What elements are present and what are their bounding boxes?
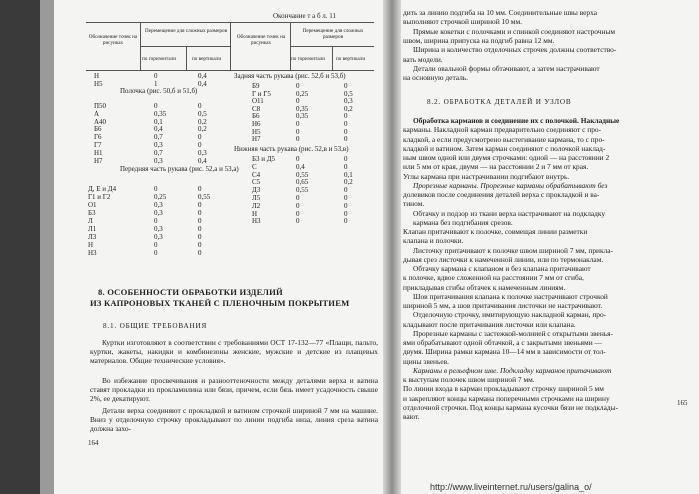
table-cell: 0	[344, 135, 348, 144]
table-cell: 0	[198, 141, 202, 149]
text-line: к полочке, вдвое сложенной на расстоянии 7 мм от сгиба,	[403, 273, 584, 283]
table-cell: 0,1	[344, 170, 353, 179]
page-number-right: 165	[677, 399, 688, 407]
table-cell: Н	[252, 209, 258, 218]
table-cell: 0	[198, 217, 202, 225]
text-line: По линии входа в карман прокладывают строчку шириной 5 мм	[403, 384, 604, 394]
text-line: Обтачку кармана с клапаном и без клапана притачивают	[413, 264, 591, 273]
watermark-url[interactable]: http://www.liveinternet.ru/users/galina_o/	[430, 482, 592, 492]
table-cell: С5	[252, 178, 261, 187]
table-cell: 0,55	[296, 170, 309, 179]
table-cell: Н7	[94, 156, 103, 165]
table-cell: Г7	[94, 141, 102, 149]
text-line: кладкой и ватином. Затем карман соединяют с полочкой наклад-	[403, 143, 606, 153]
text-line: Прорезные карманы с застежкой-молнией с открытыми звенья-	[413, 328, 614, 338]
text-line: шириной 5 мм, а шов притачивания листочки не настрачивают.	[403, 301, 603, 310]
table-cell: Н3	[252, 217, 261, 226]
table-cell: 0,3	[154, 225, 163, 233]
table-cell: С8	[252, 104, 261, 113]
table-cell: 0	[296, 135, 300, 144]
table-cell: 0	[344, 217, 348, 226]
table-caption: Окончание т а б л. 11	[273, 12, 337, 20]
table-cell: 0	[296, 82, 300, 90]
table-cell: 0	[198, 225, 202, 233]
header-vrule-5	[332, 46, 333, 70]
table-cell: 0	[344, 112, 348, 121]
table-cell: 0,3	[154, 201, 163, 209]
table-cell: 0,4	[296, 162, 305, 171]
table-cell: 0	[344, 194, 348, 202]
table-cell: 0,4	[198, 79, 207, 88]
table-cell: 0,4	[154, 125, 163, 134]
subsection-title-8-2: 8.2. ОБРАБОТКА ДЕТАЛЕЙ И УЗЛОВ	[427, 98, 572, 106]
table-cell: 0,7	[154, 133, 163, 142]
text-line: или 5 мм от края, двумя — на расстоянии 2 и 7 мм от края.	[403, 162, 589, 172]
col-header-horiz-left: по горизонтали	[142, 56, 177, 62]
text-line: Отделочную строчку, имитирующую накладной карман, про-	[413, 310, 607, 320]
chapter-title-line2: ИЗ КАПРОНОВЫХ ТКАНЕЙ С ПЛЕНОЧНЫМ ПОКРЫТИЕМ	[90, 298, 350, 308]
paragraph-1: Куртки изготовляют в соответствии с требованиями ОСТ 17-132—77 «Плащи, пальто, куртки, жакеты, накидки и комбинезоны женские, мужские и детские из плащевых материалов. Общие технические условия».	[90, 338, 378, 366]
section-zadnyaya: Задняя часть рукава (рис. 52,б и 53,б)	[234, 72, 346, 80]
table-cell: Г и Г5	[252, 89, 271, 98]
table-cell: Н	[94, 72, 100, 80]
book-fold	[383, 0, 401, 494]
table-cell: 0	[296, 209, 300, 218]
table-cell: 0	[344, 162, 348, 171]
text-line: кармана без подгибания срезов.	[413, 217, 513, 227]
paragraph-3: Детали верха соединяют с прокладкой и ватином строчкой шириной 7 мм на машине. Вниз у отделочную строчку прокладывают по линии подгиба низа, линия среза ватина должна захо-	[90, 406, 378, 434]
text-line: Клапан притачивают к полочке, совмещая линии разметки	[403, 227, 588, 236]
table-cell: 0,1	[154, 117, 163, 126]
table-cell: 0,3	[154, 209, 163, 217]
table-cell: 0,65	[296, 178, 309, 187]
header-bottom-rule	[86, 70, 374, 71]
text-line: двумя. Ширина рамки кармана 10—14 мм в зависимости от тол-	[403, 347, 606, 357]
text-line: Шов притачивания клапана к полочке настрачивают строчкой	[413, 291, 608, 301]
text-line: Прямые кокетки с полочками и спинкой соединяют настрочным	[413, 26, 616, 36]
table-cell: 0	[344, 186, 348, 195]
text-line: дывая срез листочки к намеченной линии, или по термонаклам.	[403, 254, 604, 264]
table-cell: Н7	[252, 135, 261, 144]
text-line: выполняют строчкой шириной 10 мм.	[403, 17, 522, 27]
text-line: вают.	[403, 412, 420, 421]
table-cell: Г6	[94, 133, 102, 142]
table-cell: 0,3	[344, 97, 353, 106]
table-cell: 0,25	[296, 89, 309, 98]
table-cell: Б3	[88, 209, 96, 217]
text-line: на основную деталь.	[403, 73, 469, 83]
table-cell: 0	[296, 217, 300, 226]
section-polochka: Полочка (рис. 50,б и 51,б)	[120, 87, 198, 95]
table-cell: 0	[154, 102, 158, 110]
table-cell: 0,55	[198, 193, 211, 201]
header-vrule-4	[290, 22, 291, 70]
text-line: Ширина и количество отделочных строчек должны соответство-	[413, 45, 617, 55]
text-line: Детали овальной формы обтачивают, а затем настрачивают	[413, 63, 600, 73]
text-line: Карманы в рельефном шве. Подкладку карманов притачивают	[413, 365, 612, 375]
table-cell: 0	[198, 185, 202, 193]
text-line: долевиков после соединения деталей верха с прокладкой и ва-	[403, 190, 600, 199]
text-line: клапана и полочки.	[403, 236, 464, 246]
text-line: вать модели.	[403, 54, 443, 64]
table-cell: Д, Е и Д4	[88, 185, 117, 193]
chapter-title-line1: 8. ОСОБЕННОСТИ ОБРАБОТКИ ИЗДЕЛИЙ	[98, 287, 283, 297]
col-header-vert-right: по вертикали	[336, 56, 366, 62]
header-mid-rule-left	[140, 46, 230, 47]
right-page	[403, 4, 695, 482]
table-cell: Л3	[88, 233, 97, 241]
col-header-move-left: Перемещение для сложных размеров	[144, 28, 228, 34]
table-cell: 0	[154, 241, 158, 249]
table-cell: 0,2	[344, 104, 353, 113]
text-line: Листочку притачивают к полочке швом шириной 7 мм, прикла-	[413, 245, 613, 255]
table-cell: 0	[344, 209, 348, 218]
text-line: кладкой, а если предусмотрено выстегивание кармана, то с про-	[403, 134, 605, 144]
table-cell: 0	[198, 209, 202, 217]
table-cell: Б3 и Д5	[252, 155, 276, 163]
table-cell: 0	[154, 249, 158, 257]
text-line: щины звеньев.	[403, 356, 450, 366]
text-line: и закрепляют концы кармана поперечными строчками на ширину	[403, 393, 610, 403]
table-cell: Н5	[252, 127, 261, 136]
text-line: тином.	[403, 199, 425, 209]
text-line: карманы. Накладной карман предварительно соединяют с про-	[403, 125, 602, 135]
table-cell: 0,35	[296, 112, 309, 121]
table-cell: 0,25	[154, 193, 167, 201]
table-cell: Н3	[88, 249, 97, 257]
table-cell: 0,3	[154, 156, 163, 165]
col-header-horiz-right: по горизонтали	[291, 56, 326, 62]
table-cell: 0,5	[198, 109, 207, 118]
paragraph-2: Во избежание просвечивания и разнооттеночности между деталями верха и ватина ставят прокладки из прокламилина или бязи, причем, если бязь имеет усадочность свыше 2%, ее декатируют.	[90, 376, 378, 404]
text-line: ями обрабатывают одной обтачкой, а с закрытыми звеньями —	[403, 338, 602, 347]
table-cell: 0	[344, 201, 348, 210]
table-cell: 0	[198, 249, 202, 257]
table-cell: 0	[344, 127, 348, 136]
text-line: Углы кармана при настрачивании подгибают внутрь.	[403, 171, 570, 181]
header-vrule-1	[140, 22, 141, 70]
table-cell: 0,4	[198, 156, 207, 165]
table-cell: С4	[252, 170, 261, 179]
text-line: Прорезные карманы. Прорезные карманы обрабатывают без	[413, 180, 608, 190]
table-cell: 0	[154, 185, 158, 193]
text-line: к выступам полочек швом шириной 7 мм.	[403, 375, 535, 384]
scan-edge-grey	[40, 0, 54, 494]
table-cell: 0	[154, 72, 158, 80]
table-cell: Л	[88, 217, 93, 225]
table-cell: Б9	[252, 82, 260, 90]
table-cell: 0	[154, 217, 158, 225]
table-cell: Б6	[252, 112, 260, 121]
table-cell: 0	[344, 82, 348, 90]
table-cell: О1	[88, 201, 97, 209]
col-header-points-left: Обозначение точек на рисунках	[88, 34, 138, 46]
table-cell: 0	[296, 127, 300, 136]
header-vrule-2	[186, 46, 187, 70]
table-cell: 0	[344, 155, 348, 163]
table-cell: Л5	[252, 194, 261, 202]
table-cell: 0,35	[296, 104, 309, 113]
table-cell: 0,3	[154, 141, 163, 149]
text-line: кладывают после притачивания листочки или клапана.	[403, 319, 576, 329]
col-header-vert-left: по вертикали	[192, 56, 222, 62]
col-header-move-right: Перемещение для сложных размеров	[302, 28, 364, 40]
page-number-left: 164	[88, 439, 99, 447]
scan-edge-dark	[0, 0, 40, 494]
table-cell: А40	[94, 117, 107, 126]
table-cell: 0,3	[198, 148, 207, 157]
text-line: Обтачку и подзор из ткани верха настрачивают на подкладку	[413, 208, 606, 218]
table-cell: Б6	[94, 125, 102, 134]
table-cell: 1	[154, 79, 158, 88]
table-cell: Н1	[94, 148, 103, 157]
table-cell: 0,2	[198, 117, 207, 126]
table-cell: С	[252, 162, 257, 171]
subsection-title-8-1: 8.1. ОБЩИЕ ТРЕБОВАНИЯ	[103, 322, 208, 330]
text-line: прикладывая сгибы обтачек к намеченным линиям.	[403, 282, 566, 292]
left-page	[58, 4, 380, 482]
table-cell: 0	[296, 201, 300, 210]
table-cell: Г1 и Г2	[88, 193, 111, 201]
table-cell: Д3	[252, 186, 261, 195]
table-cell: 0	[198, 102, 202, 110]
table-cell: 0	[198, 233, 202, 241]
table-cell: 0	[296, 194, 300, 202]
table-cell: 0,35	[154, 109, 167, 118]
col-header-points-right: Обозначение точек на рисунках	[236, 34, 286, 46]
table-cell: 0	[344, 120, 348, 128]
text-line: отделочной строчки. Под концы кармана кусочки бязи не подклады-	[403, 402, 619, 412]
header-vrule-3	[230, 22, 231, 70]
table-cell: О11	[252, 97, 264, 106]
table-cell: 0	[296, 155, 300, 163]
table-cell: П50	[94, 102, 107, 110]
section-perednyaya: Передняя часть рукава (рис. 52,а и 53,а)	[120, 165, 239, 173]
table-cell: Н5	[94, 79, 103, 88]
table-cell: Н	[88, 241, 94, 249]
table-cell: 0,7	[154, 148, 163, 157]
table-cell: 0	[198, 133, 202, 142]
table-cell: А	[94, 109, 100, 118]
table-cell: 0,55	[296, 186, 309, 195]
table-cell: 0,2	[344, 178, 353, 187]
table-cell: 0	[296, 120, 300, 128]
text-line: швом, ширина припуска на подгиб равна 12 мм.	[403, 35, 555, 45]
table-cell: 0,3	[154, 233, 163, 241]
table-cell: 0	[296, 97, 300, 106]
text-line: дить за линию подгиба на 10 мм. Соединительные швы верха	[403, 8, 598, 17]
table-cell: 0,5	[344, 89, 353, 98]
table-cell: 0,2	[198, 125, 207, 134]
text-line: Обработка карманов и соединение их с полочкой. Накладные	[413, 116, 620, 125]
table-cell: 0	[198, 241, 202, 249]
table-cell: 0	[198, 201, 202, 209]
text-line: ным швом одной или двумя строчками: одной — на расстоянии 2	[403, 153, 610, 162]
table-cell: 0,4	[198, 72, 207, 80]
table-cell: Н6	[252, 120, 261, 128]
table-cell: Л2	[252, 201, 261, 210]
section-nizhnyaya: Нижняя часть рукава (рис. 52,в и 53,в)	[234, 145, 349, 153]
table-cell: Л1	[88, 225, 97, 233]
